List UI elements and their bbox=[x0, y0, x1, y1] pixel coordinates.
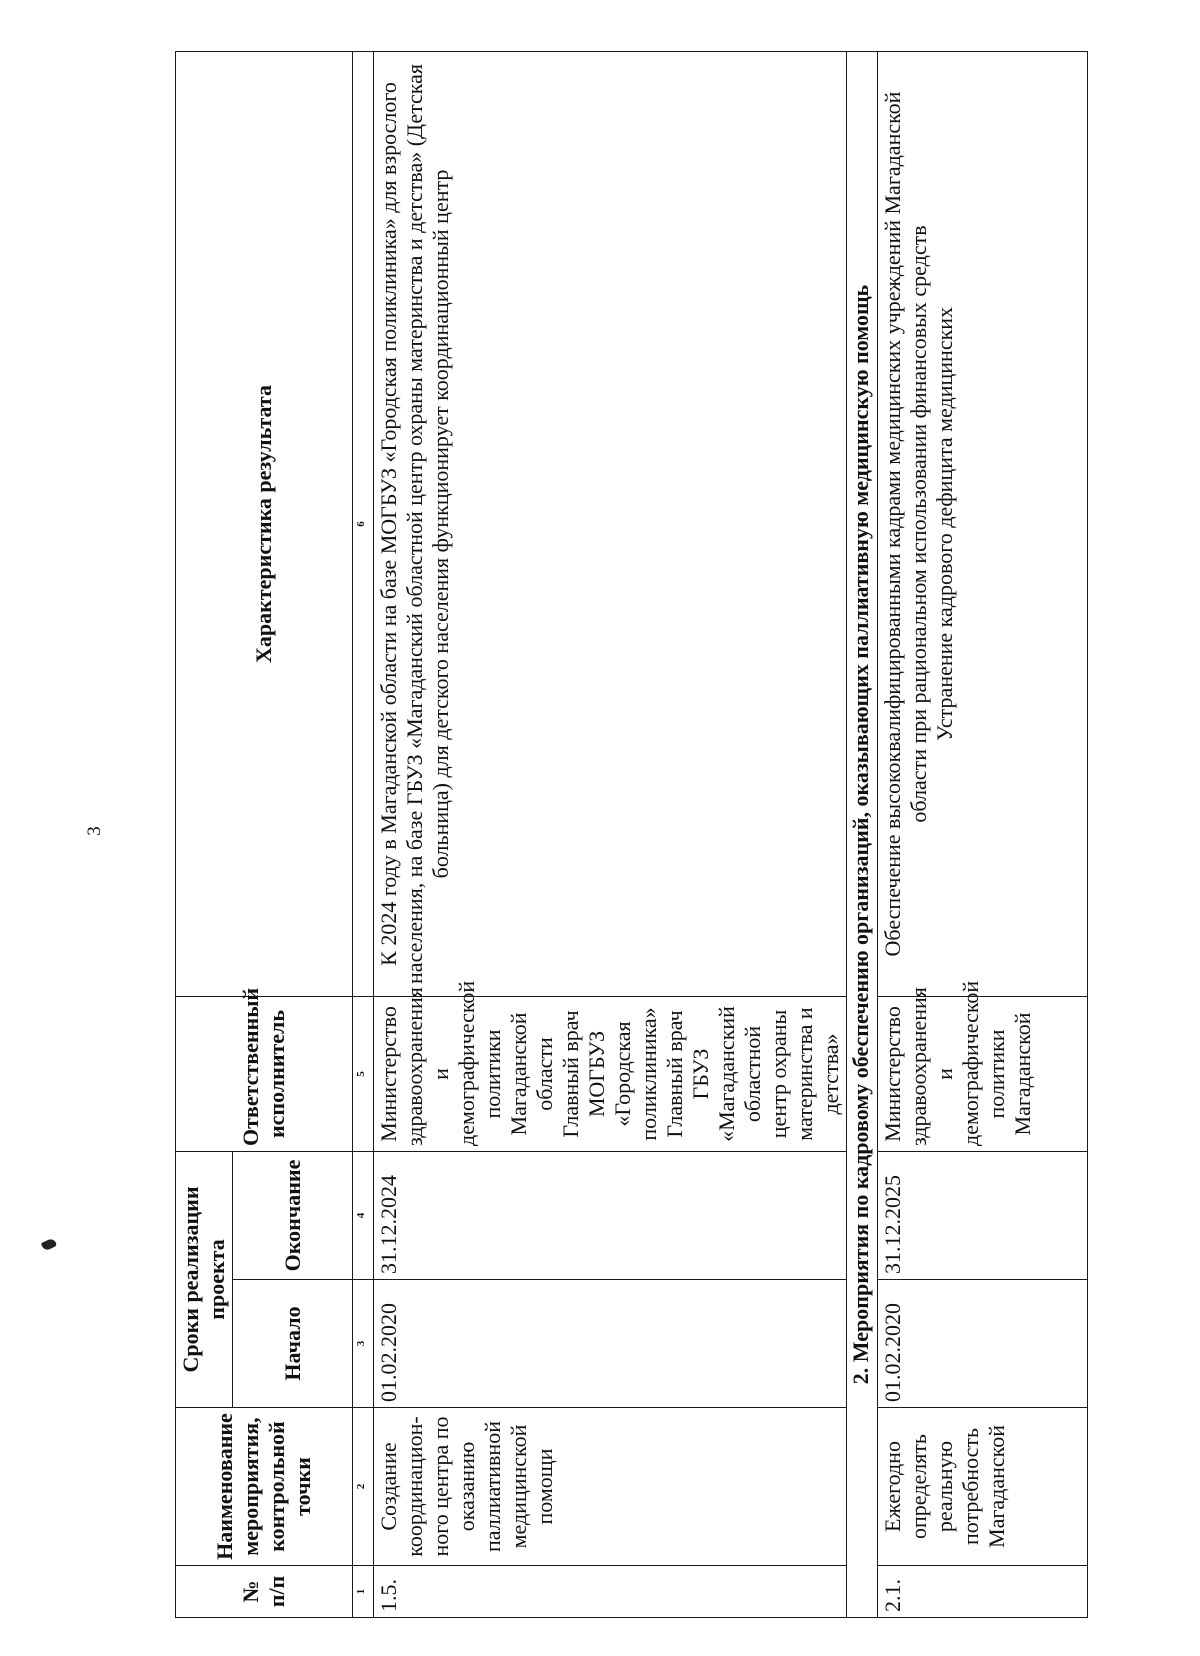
column-number: 4 bbox=[353, 1151, 374, 1279]
row-result: Обеспечение высококвалифицированными кадрами медицинских учреждений Магаданской области при рациональном использовании финансовых средств Устранение кадрового дефицита медицинских bbox=[878, 51, 1088, 996]
row-name: Создание координацион-ного центра по оказанию паллиативной медицинской помощи bbox=[374, 1408, 847, 1566]
header-name: Наименование мероприятия, контрольной точки bbox=[176, 1408, 353, 1566]
rotated-table-sheet bbox=[175, 52, 1200, 1618]
table-row bbox=[374, 51, 847, 1617]
row-end: 31.12.2024 bbox=[374, 1151, 847, 1279]
row-responsible: Министерство здравоохранения и демографической политики Магаданской bbox=[878, 996, 1088, 1151]
row-num: 1.5. bbox=[374, 1566, 847, 1618]
column-number: 6 bbox=[353, 51, 374, 996]
column-numbers-row bbox=[353, 51, 374, 1617]
header-start: Начало bbox=[233, 1280, 353, 1408]
header-responsible: Ответственный исполнитель bbox=[176, 996, 353, 1151]
column-number: 3 bbox=[353, 1280, 374, 1408]
section-row bbox=[847, 51, 878, 1617]
header-num: № п/п bbox=[176, 1566, 353, 1618]
row-result: К 2024 году в Магаданской области на базе МОГБУЗ «Городская поликлиника» для взрослого населения, на базе ГБУЗ «Магаданский областной центр охраны материнства и детства» (Детская больница) для детского населения функционирует координационный центр bbox=[374, 51, 847, 996]
row-start: 01.02.2020 bbox=[878, 1280, 1088, 1408]
header-result: Характеристика результата bbox=[176, 51, 353, 996]
row-name: Ежегодно определять реальную потребность Магаданской bbox=[878, 1408, 1088, 1566]
row-start: 01.02.2020 bbox=[374, 1280, 847, 1408]
row-end: 31.12.2025 bbox=[878, 1151, 1088, 1279]
column-number: 5 bbox=[353, 996, 374, 1151]
plan-table bbox=[175, 51, 1088, 1618]
row-num: 2.1. bbox=[878, 1566, 1088, 1618]
page-number: 3 bbox=[83, 826, 105, 836]
header-end: Окончание bbox=[233, 1151, 353, 1279]
header-terms: Сроки реализации проекта bbox=[176, 1151, 233, 1407]
scan-artifact bbox=[41, 1237, 57, 1251]
column-number: 1 bbox=[353, 1566, 374, 1618]
row-responsible: Министерство здравоохранения и демографической политики Магаданской области Главный врач МОГБУЗ «Городская поликлиника» Главный врач ГБУЗ «Магаданский областной центр охраны материнства и детства» bbox=[374, 996, 847, 1151]
table-row bbox=[878, 51, 1088, 1617]
column-number: 2 bbox=[353, 1408, 374, 1566]
section-title: 2. Мероприятия по кадровому обеспечению организаций, оказывающих паллиативную медицинскую помощь bbox=[847, 51, 878, 1617]
